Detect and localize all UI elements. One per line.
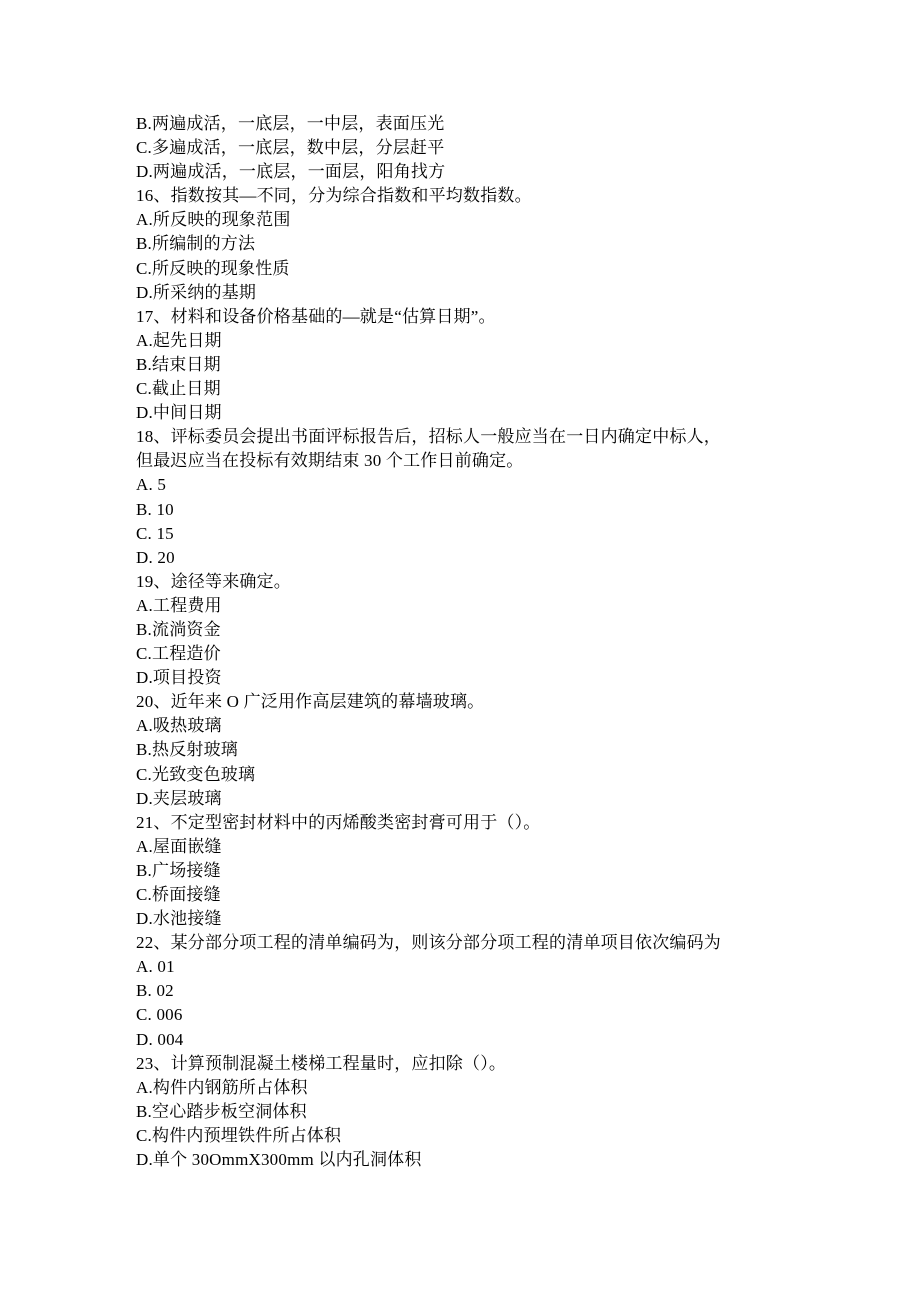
- text-line: D.夹层玻璃: [136, 788, 222, 808]
- text-line: A.构件内钢筋所占体积: [136, 1077, 308, 1097]
- text-line: D.所采纳的基期: [136, 282, 257, 302]
- text-line: A. 01: [136, 957, 175, 977]
- text-line: D.单个 30OmmX300mm 以内孔洞体积: [136, 1150, 422, 1170]
- text-line: C.多遍成活，一底层，数中层，分层赶平: [136, 138, 445, 158]
- text-line: C. 006: [136, 1005, 183, 1025]
- text-line: A.所反映的现象范围: [136, 210, 291, 230]
- text-line: B.结束日期: [136, 354, 221, 374]
- text-line: A.屋面嵌缝: [136, 836, 222, 856]
- text-line: D. 004: [136, 1029, 184, 1049]
- text-line: D.两遍成活，一底层，一面层，阳角找方: [136, 162, 446, 182]
- text-line: C.所反映的现象性质: [136, 258, 290, 278]
- text-line: 16、指数按其—不同，分为综合指数和平均数指数。: [136, 186, 532, 206]
- text-line: B. 10: [136, 499, 174, 519]
- text-line: A.吸热玻璃: [136, 716, 222, 736]
- text-line: A.起先日期: [136, 330, 222, 350]
- text-line: B.流淌资金: [136, 619, 221, 639]
- text-line: 22、某分部分项工程的清单编码为，则该分部分项工程的清单项目依次编码为: [136, 933, 721, 953]
- text-line: C.光致变色玻璃: [136, 764, 256, 784]
- text-line: A.工程费用: [136, 595, 222, 615]
- text-line: 17、材料和设备价格基础的—就是“估算日期”。: [136, 306, 496, 326]
- text-line: C.截止日期: [136, 379, 221, 399]
- text-line: A. 5: [136, 475, 167, 495]
- text-line: 23、计算预制混凝土楼梯工程量时，应扣除（）。: [136, 1053, 507, 1073]
- text-line: C. 15: [136, 523, 174, 543]
- text-line: 19、途径等来确定。: [136, 571, 291, 591]
- text-line: 但最迟应当在投标有效期结束 30 个工作日前确定。: [136, 451, 524, 471]
- text-line: D.项目投资: [136, 668, 222, 688]
- text-line: 20、近年来 O 广泛用作高层建筑的幕墙玻璃。: [136, 692, 485, 712]
- text-line: D. 20: [136, 547, 175, 567]
- text-line: C.工程造价: [136, 644, 221, 664]
- text-line: C.构件内预埋铁件所占体积: [136, 1125, 342, 1145]
- text-line: B.空心踏步板空洞体积: [136, 1101, 307, 1121]
- text-line: B. 02: [136, 981, 174, 1001]
- text-line: 18、评标委员会提出书面评标报告后，招标人一般应当在一日内确定中标人，: [136, 427, 721, 447]
- text-line: D.中间日期: [136, 403, 222, 423]
- text-line: B.广场接缝: [136, 860, 221, 880]
- text-line: B.热反射玻璃: [136, 740, 238, 760]
- document-body: [136, 112, 796, 1172]
- text-line: 21、不定型密封材料中的丙烯酸类密封膏可用于（）。: [136, 812, 541, 832]
- text-line: B.两遍成活，一底层，一中层，表面压光: [136, 114, 445, 133]
- text-line: C.桥面接缝: [136, 885, 221, 904]
- text-line: B.所编制的方法: [136, 234, 256, 254]
- text-line: D.水池接缝: [136, 909, 222, 929]
